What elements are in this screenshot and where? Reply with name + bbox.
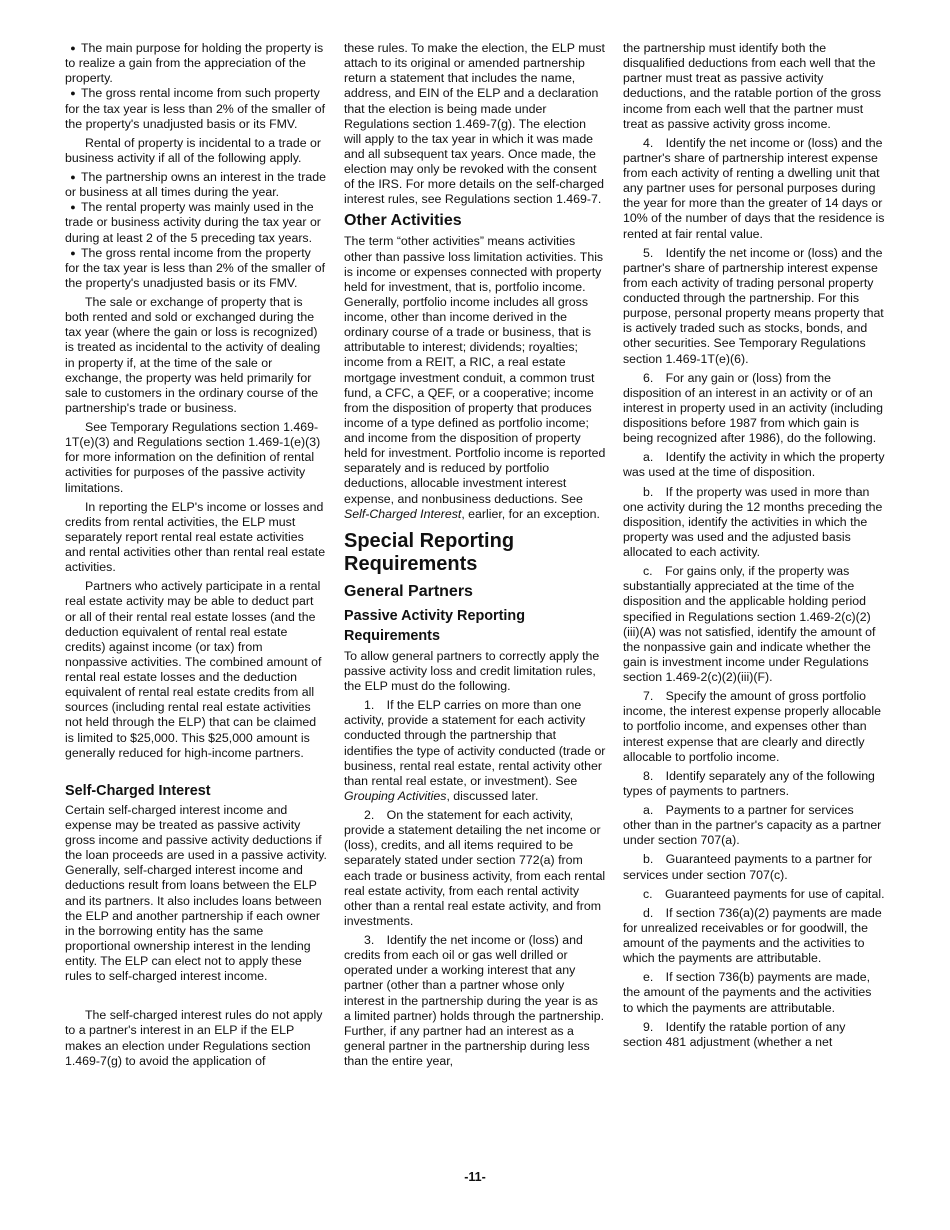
- paragraph: c. For gains only, if the property was substantially appreciated at the time of the disposition and the applicable holding period specified in Regulations section 1.469-2(c)(2)(iii)(A) was not satisfied, identify the amount of the nonpassive gain and indicate whether the gain is investment income under Regulations section 1.469-2(c)(2)(iii)(F).: [623, 564, 876, 684]
- paragraph: 7. Specify the amount of gross portfolio income, the interest expense properly allocable to portfolio income, and expenses other than interest expense that are clearly and directly allocable to portfolio income.: [623, 689, 881, 764]
- paragraph: b. If the property was used in more than one activity during the 12 months preceding the disposition, identify the activities in which the property was used and the adjusted basis allocated to each activity.: [623, 484, 883, 559]
- paragraph: 2. On the statement for each activity, provide a statement detailing the net income or (loss), credits, and all items required to be separately stated under section 772(a) from each trade or business activity, from each rental real estate activity, from each rental activity other than a rental real estate activity, and from investments.: [344, 808, 606, 928]
- bullet-item: ● The rental property was mainly used in the trade or business activity during the tax year or during at least 2 of the 5 preceding tax years.: [65, 200, 321, 245]
- paragraph: Rental of property is incidental to a trade or business activity if all of the following apply.: [65, 135, 322, 165]
- paragraph: To allow general partners to correctly apply the passive activity loss and credit limitation rules, the ELP must do the following.: [344, 648, 600, 693]
- bullet-item: ● The gross rental income from the property for the tax year is less than 2% of the smaller of the property's unadjusted basis or its FMV.: [65, 245, 326, 290]
- paragraph: 6. For any gain or (loss) from the disposition of an interest in an activity or of an interest in property used in an activity (including dispositions before 1987 from which gain is being recognized after 1986), do the following.: [623, 370, 884, 446]
- bullet-item: ● The partnership owns an interest in the trade or business at all times during the year.: [65, 170, 326, 200]
- heading-passive-activity-reporting: Passive Activity Reporting Requirements: [344, 607, 526, 644]
- paragraph: The sale or exchange of property that is both rented and sold or exchanged during the tax year (where the gain or loss is recognized) is treated as incidental to the activity of dealing in property if, at the time of the sale or exchange, the property was held primarily for sale to customers in the ordinary course of the partnership's trade or business.: [65, 295, 321, 415]
- bullet-icon: ●: [70, 247, 76, 258]
- paragraph: 8. Identify separately any of the following types of payments to partners.: [623, 768, 875, 798]
- paragraph: 1. If the ELP carries on more than one activity, provide a statement for each activity conducted through the partnership that identifies the type of activity conducted (trade or business, rental real estate, rental activity other than rental real estate, or investment). See Grouping Activities, discussed later.: [344, 698, 606, 803]
- paragraph: 4. Identify the net income or (loss) and the partner's share of partnership interest expense from each activity of renting a dwelling unit that any partner uses for personal purposes during the year for more than the greater of 14 days or 10% of the number of days that the residence is rented at fair rental value.: [623, 135, 885, 241]
- bullet-icon: ●: [70, 202, 76, 213]
- paragraph: In reporting the ELP's income or losses and credits from rental activities, the ELP must separately report rental real estate activities and rental activities other than rental real estate activities.: [65, 499, 326, 575]
- paragraph: 5. Identify the net income or (loss) and the partner's share of partnership interest expense from each activity of trading personal property conducted through the partnership. For this purpose, personal property means property that is actively traded such as stocks, bonds, and other securities. See Temporary Regulations section 1.469-1T(e)(6).: [623, 245, 884, 366]
- paragraph: 9. Identify the ratable portion of any section 481 adjustment (whether a net: [623, 1019, 846, 1049]
- paragraph: the partnership must identify both the disqualified deductions from each well that the partner must treat as passive activity deductions, and the ratable portion of the gross income from each well that the partner must treat as passive activity gross income.: [623, 41, 882, 131]
- column-middle: [344, 41, 606, 1073]
- paragraph: b. Guaranteed payments to a partner for services under section 707(c).: [623, 852, 873, 882]
- paragraph: e. If section 736(b) payments are made, the amount of the payments and the activities to which the payments are attributable.: [623, 970, 872, 1015]
- paragraph: 3. Identify the net income or (loss) and credits from each oil or gas well drilled or operated under a working interest that any partner (other than a partner whose only interest in the partnership during the year is as a limited partner) holds through the partnership. Further, if any partner had an interest as a general partner in the partnership during less than the entire year,: [344, 933, 605, 1068]
- bullet-icon: ●: [70, 172, 76, 182]
- heading-general-partners: General Partners: [344, 582, 473, 600]
- paragraph: The self-charged interest rules do not apply to a partner's interest in an ELP if the ELP makes an election under Regulations section 1.469-7(g) to avoid the application of: [65, 1008, 323, 1068]
- paragraph: c. Guaranteed payments for use of capital.: [643, 886, 885, 901]
- paragraph: a. Identify the activity in which the property was used at the time of disposition.: [623, 450, 885, 480]
- paragraph: these rules. To make the election, the ELP must attach to its original or amended partnership return a statement that includes the name, address, and EIN of the ELP and a declaration that the election is being made under Regulations section 1.469-7(g). The election will apply to the tax year in which it was made and all subsequent tax years. Once made, the election may only be revoked with the consent of the IRS. For more details on the self-charged interest rules, see Regulations section 1.469-7.: [344, 41, 605, 207]
- paragraph: d. If section 736(a)(2) payments are made for unrealized receivables or for goodwill, the amount of the payments and the activities to which the payments are attributable.: [623, 905, 882, 966]
- bullet-icon: ●: [70, 43, 76, 53]
- paragraph: The term “other activities” means activities other than passive loss limitation activities. This is income or expenses connected with property held for investment, that is, portfolio income. Generally, portfolio income includes all gross income, other than income derived in the ordinary course of a trade or business, that is attributable to interest; dividends; royalties; income from a REIT, a RIC, a real estate mortgage investment conduit, a common trust fund, a CFC, a QEF, or a cooperative; income from the disposition of property that produces income of a type defined as portfolio income; and income from the disposition of property held for investment. Portfolio income is reported separately and is reduced by portfolio deductions, allocable investment interest expense, and nonbusiness deductions. See Self-Charged Interest, earlier, for an exception.: [344, 234, 606, 521]
- heading-special-reporting: Special Reporting Requirements: [344, 529, 515, 575]
- column-left: [65, 41, 327, 1073]
- heading-self-charged-interest: Self-Charged Interest: [65, 782, 211, 799]
- bullet-icon: ●: [70, 88, 76, 99]
- paragraph: Partners who actively participate in a rental real estate activity may be able to deduct part or all of their rental real estate losses (and the deduction equivalent of rental real estate credits) against income (or tax) from nonpassive activities. The combined amount of rental real estate losses and the deduction equivalent of rental real estate credits from all sources (including rental real estate activities not held through the ELP) that can be claimed is limited to $25,000. This $25,000 amount is generally reduced for high-income partners.: [65, 579, 322, 760]
- paragraph: See Temporary Regulations section 1.469-1T(e)(3) and Regulations section 1.469-1(e)(3) for more information on the definition of rental activities for purposes of the passive activity limitations.: [65, 420, 321, 495]
- bullet-item: ● The gross rental income from such property for the tax year is less than 2% of the smaller of the property's unadjusted basis or its FMV.: [65, 86, 326, 131]
- column-right: [623, 41, 885, 1054]
- paragraph: a. Payments to a partner for services other than in the partner's capacity as a partner under section 707(a).: [623, 803, 882, 848]
- page-number: -11-: [464, 1170, 486, 1184]
- heading-other-activities: Other Activities: [344, 212, 462, 230]
- paragraph: Certain self-charged interest income and expense may be treated as passive activity gross income and passive activity deductions if the loan proceeds are used in a passive activity. Generally, self-charged interest income and deductions result from loans between the ELP and its partners. It also includes loans between the ELP and another partnership if each owner in the borrowing entity has the same proportional ownership interest in the lending entity. The ELP can elect not to apply these rules to self-charged interest income.: [65, 802, 327, 984]
- bullet-item: ● The main purpose for holding the property is to realize a gain from the appreciation of the property.: [65, 41, 324, 86]
